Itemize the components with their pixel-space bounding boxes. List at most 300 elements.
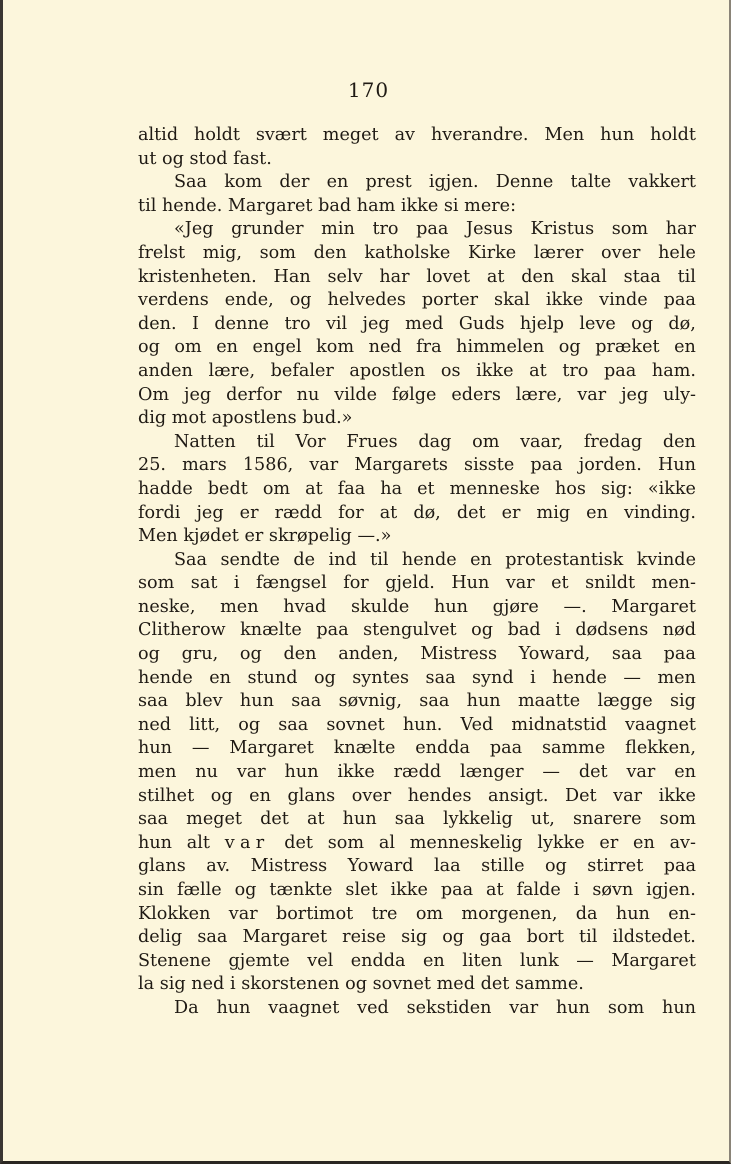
text-line [138, 690, 696, 714]
word: ende, [224, 290, 274, 311]
word: om [174, 337, 202, 358]
word: for [343, 573, 369, 594]
word: var [509, 997, 539, 1018]
word: hun [433, 596, 468, 617]
word: litt, [189, 714, 221, 735]
word: hun [661, 997, 696, 1018]
word: mere: [464, 195, 517, 216]
word: Hun [657, 455, 696, 476]
word: kjødet [183, 526, 239, 547]
word: mig [536, 502, 571, 523]
word: ikke [390, 880, 428, 900]
word: talte [570, 172, 612, 193]
word: gru, [181, 644, 219, 665]
page-number: 170 [347, 78, 390, 102]
text-line [138, 879, 696, 903]
word: ind [328, 549, 357, 570]
word: for [338, 502, 364, 523]
word: hende [401, 549, 457, 570]
word: hun [466, 691, 501, 712]
word: dag [418, 431, 452, 452]
word: av- [669, 832, 696, 853]
word: jeg [184, 384, 212, 405]
word: har [379, 266, 410, 287]
word: flekken, [625, 738, 696, 759]
word: hun [216, 997, 251, 1018]
word: i [573, 880, 580, 900]
word: var [626, 762, 656, 783]
word: nu [296, 384, 320, 405]
word: tro [372, 219, 399, 240]
word: om [262, 478, 291, 499]
word: kom [316, 337, 355, 358]
word: Det [565, 785, 597, 806]
word: — [542, 762, 561, 783]
word: med [405, 313, 444, 334]
word: meget [186, 809, 242, 830]
text-line [138, 454, 696, 478]
word: hun [342, 809, 377, 830]
word: hverandre. [430, 125, 529, 145]
word: midnatstid [511, 714, 607, 735]
word: endda [415, 738, 470, 759]
word: Saa [174, 172, 208, 193]
word: Ved [460, 714, 494, 735]
word: bortimot [275, 903, 354, 924]
word: staa [623, 266, 661, 287]
word: til [677, 266, 696, 287]
word: fast. [233, 148, 272, 169]
word: igjen. [646, 880, 696, 900]
word: — [576, 950, 594, 971]
word: av. [206, 856, 231, 877]
word: hvad [283, 596, 327, 617]
word: 25. [138, 455, 166, 476]
word: ned [191, 974, 225, 995]
word: søvnig, [338, 691, 402, 712]
word: vaar, [520, 431, 564, 452]
word: holdt [650, 125, 696, 145]
word: sovnet [372, 974, 431, 995]
text-line [138, 572, 696, 596]
word: vaagnet [268, 997, 340, 1018]
word: Denne [495, 172, 554, 193]
word: tre [371, 903, 398, 924]
word: søvn [592, 880, 634, 900]
word: ikke [545, 290, 584, 311]
word: leve [579, 313, 616, 334]
word: Clitherow [138, 620, 226, 641]
word: derfor [226, 384, 282, 405]
word: var [613, 785, 643, 806]
word: Han [273, 266, 311, 287]
word: mars [182, 455, 227, 476]
text-line [138, 124, 696, 148]
word: en [249, 785, 271, 806]
word: vilde [334, 384, 378, 405]
word: sendte [220, 549, 280, 570]
word: katholske [364, 242, 451, 263]
word: himmelen [456, 337, 545, 358]
word: Natten [174, 431, 236, 452]
word: og [544, 856, 567, 877]
word: at [306, 809, 325, 830]
word: ikke [658, 785, 696, 806]
word: lunk [519, 950, 559, 971]
word: synd [472, 667, 514, 688]
word: ansigt. [488, 785, 549, 806]
word: dø, [413, 502, 441, 523]
word: en [326, 172, 349, 193]
word: hun [600, 125, 635, 145]
word: er [599, 832, 619, 853]
body-text [138, 124, 696, 1021]
word: jeg [196, 502, 224, 523]
word: bort [526, 927, 564, 948]
word: delig [138, 927, 183, 948]
word: lære, [515, 384, 563, 405]
word: saa [291, 691, 322, 712]
word: skorstenen [241, 974, 340, 995]
word: som [138, 573, 175, 594]
word: skulde [350, 596, 410, 617]
word: al [378, 832, 395, 853]
word: var [224, 832, 270, 853]
word: et [551, 573, 569, 594]
word: lære, [208, 360, 256, 381]
word: Margarets [354, 455, 448, 476]
word: blev [185, 691, 223, 712]
word: kristenheten. [138, 266, 257, 287]
word: en [209, 667, 231, 688]
word: og [313, 667, 336, 688]
word: hos [554, 478, 586, 499]
word: jorden. [578, 455, 642, 476]
word: sig [669, 691, 696, 712]
word: den [313, 242, 347, 263]
word: hun [138, 832, 172, 853]
word: fordi [138, 502, 181, 523]
word: denne [214, 313, 270, 334]
word: i [229, 974, 236, 995]
word: syntes [352, 667, 410, 688]
word: og [210, 785, 233, 806]
word: paa [604, 360, 637, 381]
word: protestantisk [505, 549, 624, 570]
word: holdt [194, 125, 240, 145]
word: sovnet [326, 714, 385, 735]
word: dødsens [575, 620, 649, 641]
word: en [674, 337, 696, 358]
text-line [138, 667, 696, 691]
word: Mistress [420, 644, 497, 665]
text-line [138, 619, 696, 643]
word: vinde [599, 290, 648, 311]
word: hun [555, 997, 590, 1018]
word: eders [451, 384, 501, 405]
word: alt [186, 832, 210, 853]
word: var [309, 455, 339, 476]
word: morgenen, [461, 903, 558, 924]
text-line [138, 973, 696, 997]
word: en [674, 762, 696, 783]
word: til [256, 431, 275, 452]
word: paa [416, 219, 449, 240]
word: reise [342, 927, 387, 948]
word: prest [365, 172, 412, 193]
text-line [138, 808, 696, 832]
text-line [138, 832, 696, 856]
word: tænkte [269, 880, 333, 900]
word: med [436, 974, 475, 995]
word: slet [345, 880, 378, 900]
word: tro [562, 360, 589, 381]
text-line [138, 903, 696, 927]
word: dø, [668, 313, 696, 334]
text-line [138, 997, 696, 1021]
text-line [138, 407, 696, 431]
text-line [138, 761, 696, 785]
word: og [442, 927, 465, 948]
word: paa [316, 620, 349, 641]
word: falde [516, 880, 561, 900]
word: stund [247, 667, 298, 688]
word: — [623, 667, 641, 688]
word: og [138, 337, 160, 358]
word: hende [552, 667, 607, 688]
text-line [138, 525, 696, 549]
word: saa [611, 644, 642, 665]
word: lægge [597, 691, 653, 712]
word: «Jeg [174, 219, 214, 240]
word: ned [138, 714, 172, 735]
word: bad [507, 620, 541, 641]
word: det [284, 832, 313, 853]
word: ikke [400, 195, 439, 216]
word: saa [425, 667, 456, 688]
word: saa [278, 714, 309, 735]
text-line [138, 714, 696, 738]
word: paa [440, 880, 474, 900]
word: over [601, 242, 641, 263]
text-line [138, 289, 696, 313]
word: Frues [346, 431, 398, 452]
word: men- [651, 573, 696, 594]
word: til [370, 549, 389, 570]
word: anden [138, 360, 193, 381]
text-line [138, 148, 696, 172]
word: Mistress [250, 856, 328, 877]
text-line [138, 855, 696, 879]
word: ildstedet. [612, 927, 696, 948]
word: menneske [449, 478, 540, 499]
text-line [138, 242, 696, 266]
word: lykkelig [442, 809, 513, 830]
word: gjeld. [385, 573, 435, 594]
word: fængsel [256, 573, 327, 594]
word: laa [434, 856, 461, 877]
word: men [220, 596, 259, 617]
word: glans [287, 785, 336, 806]
word: den [662, 431, 696, 452]
word: ned [368, 337, 402, 358]
word: skrøpelig [268, 526, 352, 547]
word: en [633, 832, 655, 853]
word: lykke [537, 832, 585, 853]
word: til [138, 195, 157, 216]
word: bad [318, 195, 352, 216]
word: rædd [274, 502, 323, 523]
word: Kirke [467, 242, 517, 263]
word: den [283, 644, 317, 665]
word: — [191, 738, 210, 759]
word: som [327, 832, 365, 853]
word: apostlens [211, 408, 297, 429]
word: de [293, 549, 316, 570]
word: nød [662, 620, 696, 641]
word: og [558, 337, 581, 358]
word: altid [138, 125, 179, 145]
word: en [423, 950, 445, 971]
text-line [138, 950, 696, 974]
word: bedt [207, 478, 248, 499]
word: om [415, 903, 444, 924]
word: grunder [231, 219, 304, 240]
word: er [501, 502, 521, 523]
word: svært [255, 125, 307, 145]
word: var [505, 573, 535, 594]
word: som [607, 997, 645, 1018]
word: som [611, 219, 649, 240]
word: og [289, 290, 312, 311]
word: endda [350, 950, 406, 971]
word: lærer [533, 242, 584, 263]
word: Yoward [347, 856, 414, 877]
word: lovet [426, 266, 471, 287]
word: hun [138, 738, 172, 759]
text-line [138, 266, 696, 290]
word: apostlen [349, 360, 426, 381]
word: bud.» [302, 408, 353, 429]
word: Margaret [229, 738, 314, 759]
word: kom [224, 172, 263, 193]
word: ha [380, 478, 403, 499]
word: hun [615, 903, 650, 924]
word: hendes [407, 785, 472, 806]
word: og [345, 974, 367, 995]
word: Margaret [227, 195, 313, 216]
word: skal [494, 290, 530, 311]
word: stod [189, 148, 228, 169]
word: en- [668, 903, 696, 924]
word: samme. [514, 974, 584, 995]
word: og [631, 313, 654, 334]
word: det [578, 762, 608, 783]
word: var [236, 762, 266, 783]
word: i [233, 573, 240, 594]
word: stille [481, 856, 525, 877]
word: paa [663, 644, 696, 665]
word: jeg [621, 384, 649, 405]
word: som [659, 809, 696, 830]
word: gjøre [492, 596, 539, 617]
word: om [472, 431, 500, 452]
word: den. [138, 313, 177, 334]
text-line [138, 218, 696, 242]
word: snildt [585, 573, 636, 594]
word: paa [663, 290, 696, 311]
word: Da [174, 997, 199, 1018]
word: saa [394, 809, 425, 830]
word: men [138, 762, 177, 783]
word: et [417, 478, 435, 499]
word: vaagnet [624, 714, 696, 735]
word: at [379, 502, 398, 523]
word: længer [459, 762, 524, 783]
text-line [138, 171, 696, 195]
word: og [162, 148, 184, 169]
word: ut [138, 148, 157, 169]
word: la [138, 974, 155, 995]
word: befaler [270, 360, 334, 381]
word: Margaret [611, 950, 696, 971]
word: sisste [464, 455, 515, 476]
word: dig [138, 408, 167, 429]
word: hadde [138, 478, 193, 499]
word: nu [195, 762, 218, 783]
word: hende [138, 667, 193, 688]
word: menneskelig [409, 832, 523, 853]
word: at [486, 880, 504, 900]
word: —.» [357, 526, 392, 547]
text-line [138, 195, 696, 219]
word: hjelp [519, 313, 564, 334]
word: har [665, 219, 696, 240]
word: og [234, 880, 257, 900]
word: en [470, 549, 492, 570]
word: skal [571, 266, 607, 287]
word: og [238, 714, 261, 735]
word: ikke [476, 360, 514, 381]
word: frelst [138, 242, 186, 263]
word: til [579, 927, 598, 948]
word: selv [327, 266, 363, 287]
word: Vor [295, 431, 326, 452]
word: sig [401, 927, 428, 948]
word: ut, [530, 809, 555, 830]
word: og [471, 620, 494, 641]
word: vinding. [623, 502, 696, 523]
word: hele [658, 242, 696, 263]
word: Saa [174, 549, 208, 570]
word: os [440, 360, 461, 381]
word: liten [462, 950, 503, 971]
word: Men [544, 125, 585, 145]
word: saa [197, 927, 228, 948]
word: samme [541, 738, 606, 759]
word: porter [421, 290, 479, 311]
word: uly- [663, 384, 696, 405]
word: mot [171, 408, 207, 429]
word: kvinde [636, 549, 696, 570]
word: mig, [202, 242, 242, 263]
text-line [138, 360, 696, 384]
text-line [138, 431, 696, 455]
word: ved [357, 997, 389, 1018]
word: saa [138, 809, 169, 830]
word: maatte [517, 691, 581, 712]
word: Guds [458, 313, 505, 334]
